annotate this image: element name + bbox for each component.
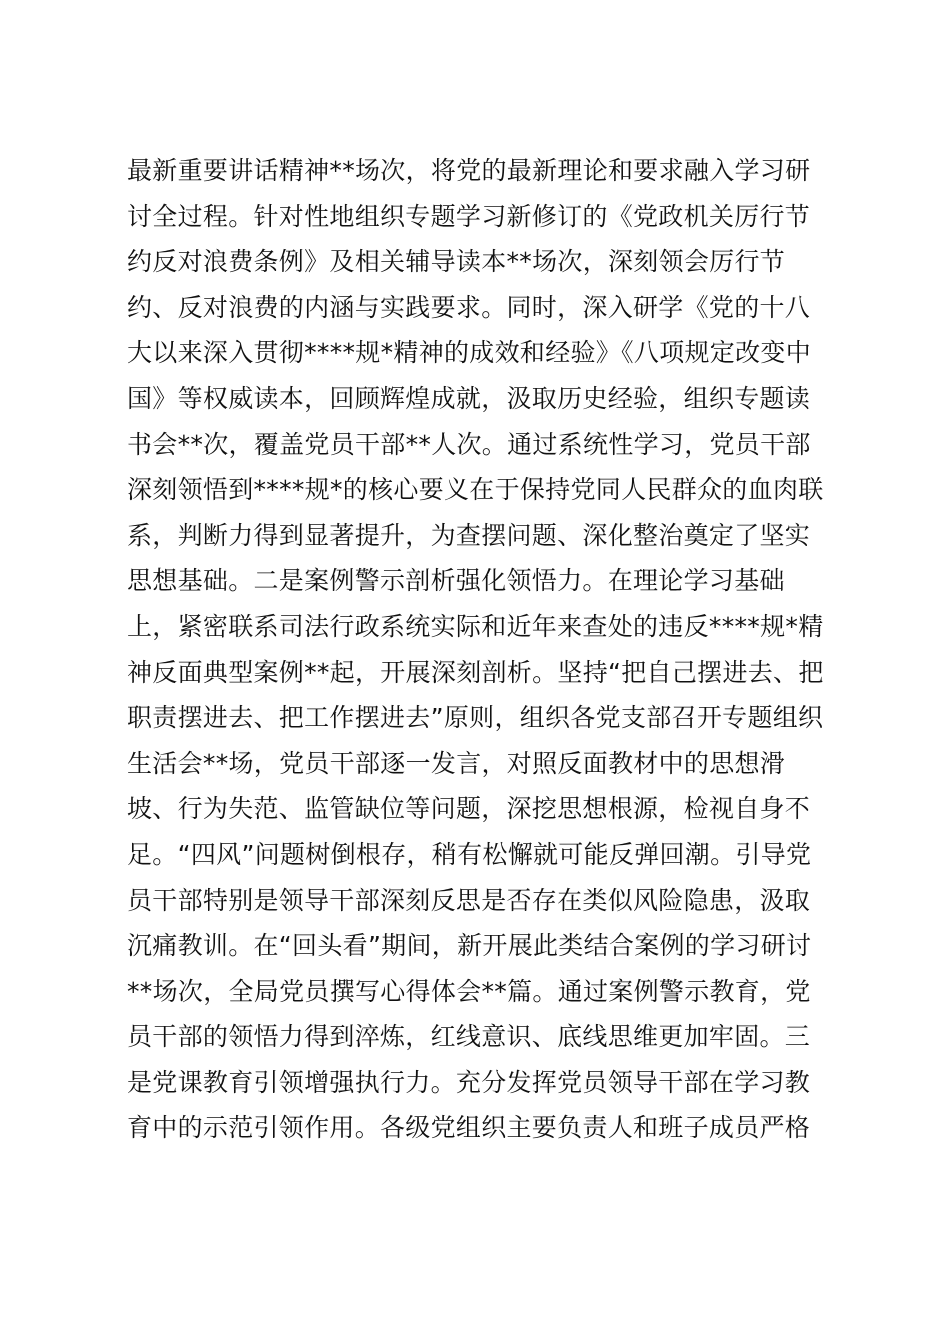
- text-line: 员干部的领悟力得到淬炼，红线意识、底线思维更加牢固。三: [127, 1022, 811, 1052]
- text-line: 深刻领悟到****规*的核心要义在于保持党同人民群众的血肉联: [127, 475, 824, 505]
- text-line: 约、反对浪费的内涵与实践要求。同时，深入研学《党的十八: [127, 292, 811, 322]
- text-line: **场次，全局党员撰写心得体会**篇。通过案例警示教育，党: [127, 976, 811, 1006]
- text-line: 约反对浪费条例》及相关辅导读本**场次，深刻领会厉行节: [127, 247, 786, 277]
- text-line: 神反面典型案例**起，开展深刻剖析。坚持“把自己摆进去、把: [127, 657, 824, 687]
- text-line: 大以来深入贯彻****规*精神的成效和经验》《八项规定改变中: [127, 338, 812, 368]
- text-line: 最新重要讲话精神**场次，将党的最新理论和要求融入学习研: [127, 156, 811, 185]
- text-line: 足。“四风”问题树倒根存，稍有松懈就可能反弹回潮。引导党: [127, 839, 812, 869]
- text-line: 书会**次，覆盖党员干部**人次。通过系统性学习，党员干部: [127, 429, 811, 459]
- text-line: 职责摆进去、把工作摆进去”原则，组织各党支部召开专题组织: [127, 703, 824, 733]
- text-line: 国》等权威读本，回顾辉煌成就，汲取历史经验，组织专题读: [127, 383, 811, 413]
- text-line: 生活会**场，党员干部逐一发言，对照反面教材中的思想滑: [127, 748, 786, 778]
- text-line: 沉痛教训。在“回头看”期间，新开展此类结合案例的学习研讨: [127, 931, 812, 961]
- text-line: 育中的示范引领作用。各级党组织主要负责人和班子成员严格: [127, 1113, 811, 1143]
- body-text: [127, 148, 847, 1151]
- text-line: 上，紧密联系司法行政系统实际和近年来查处的违反****规*精: [127, 611, 824, 641]
- text-line: 思想基础。二是案例警示剖析强化领悟力。在理论学习基础: [127, 566, 785, 596]
- text-line: 讨全过程。针对性地组织专题学习新修订的《党政机关厉行节: [127, 201, 811, 231]
- text-line: 员干部特别是领导干部深刻反思是否存在类似风险隐患，汲取: [127, 885, 811, 915]
- text-line: 是党课教育引领增强执行力。充分发挥党员领导干部在学习教: [127, 1067, 811, 1097]
- text-line: 坡、行为失范、监管缺位等问题，深挖思想根源，检视自身不: [127, 794, 811, 824]
- text-line: 系，判断力得到显著提升，为查摆问题、深化整治奠定了坚实: [127, 520, 811, 550]
